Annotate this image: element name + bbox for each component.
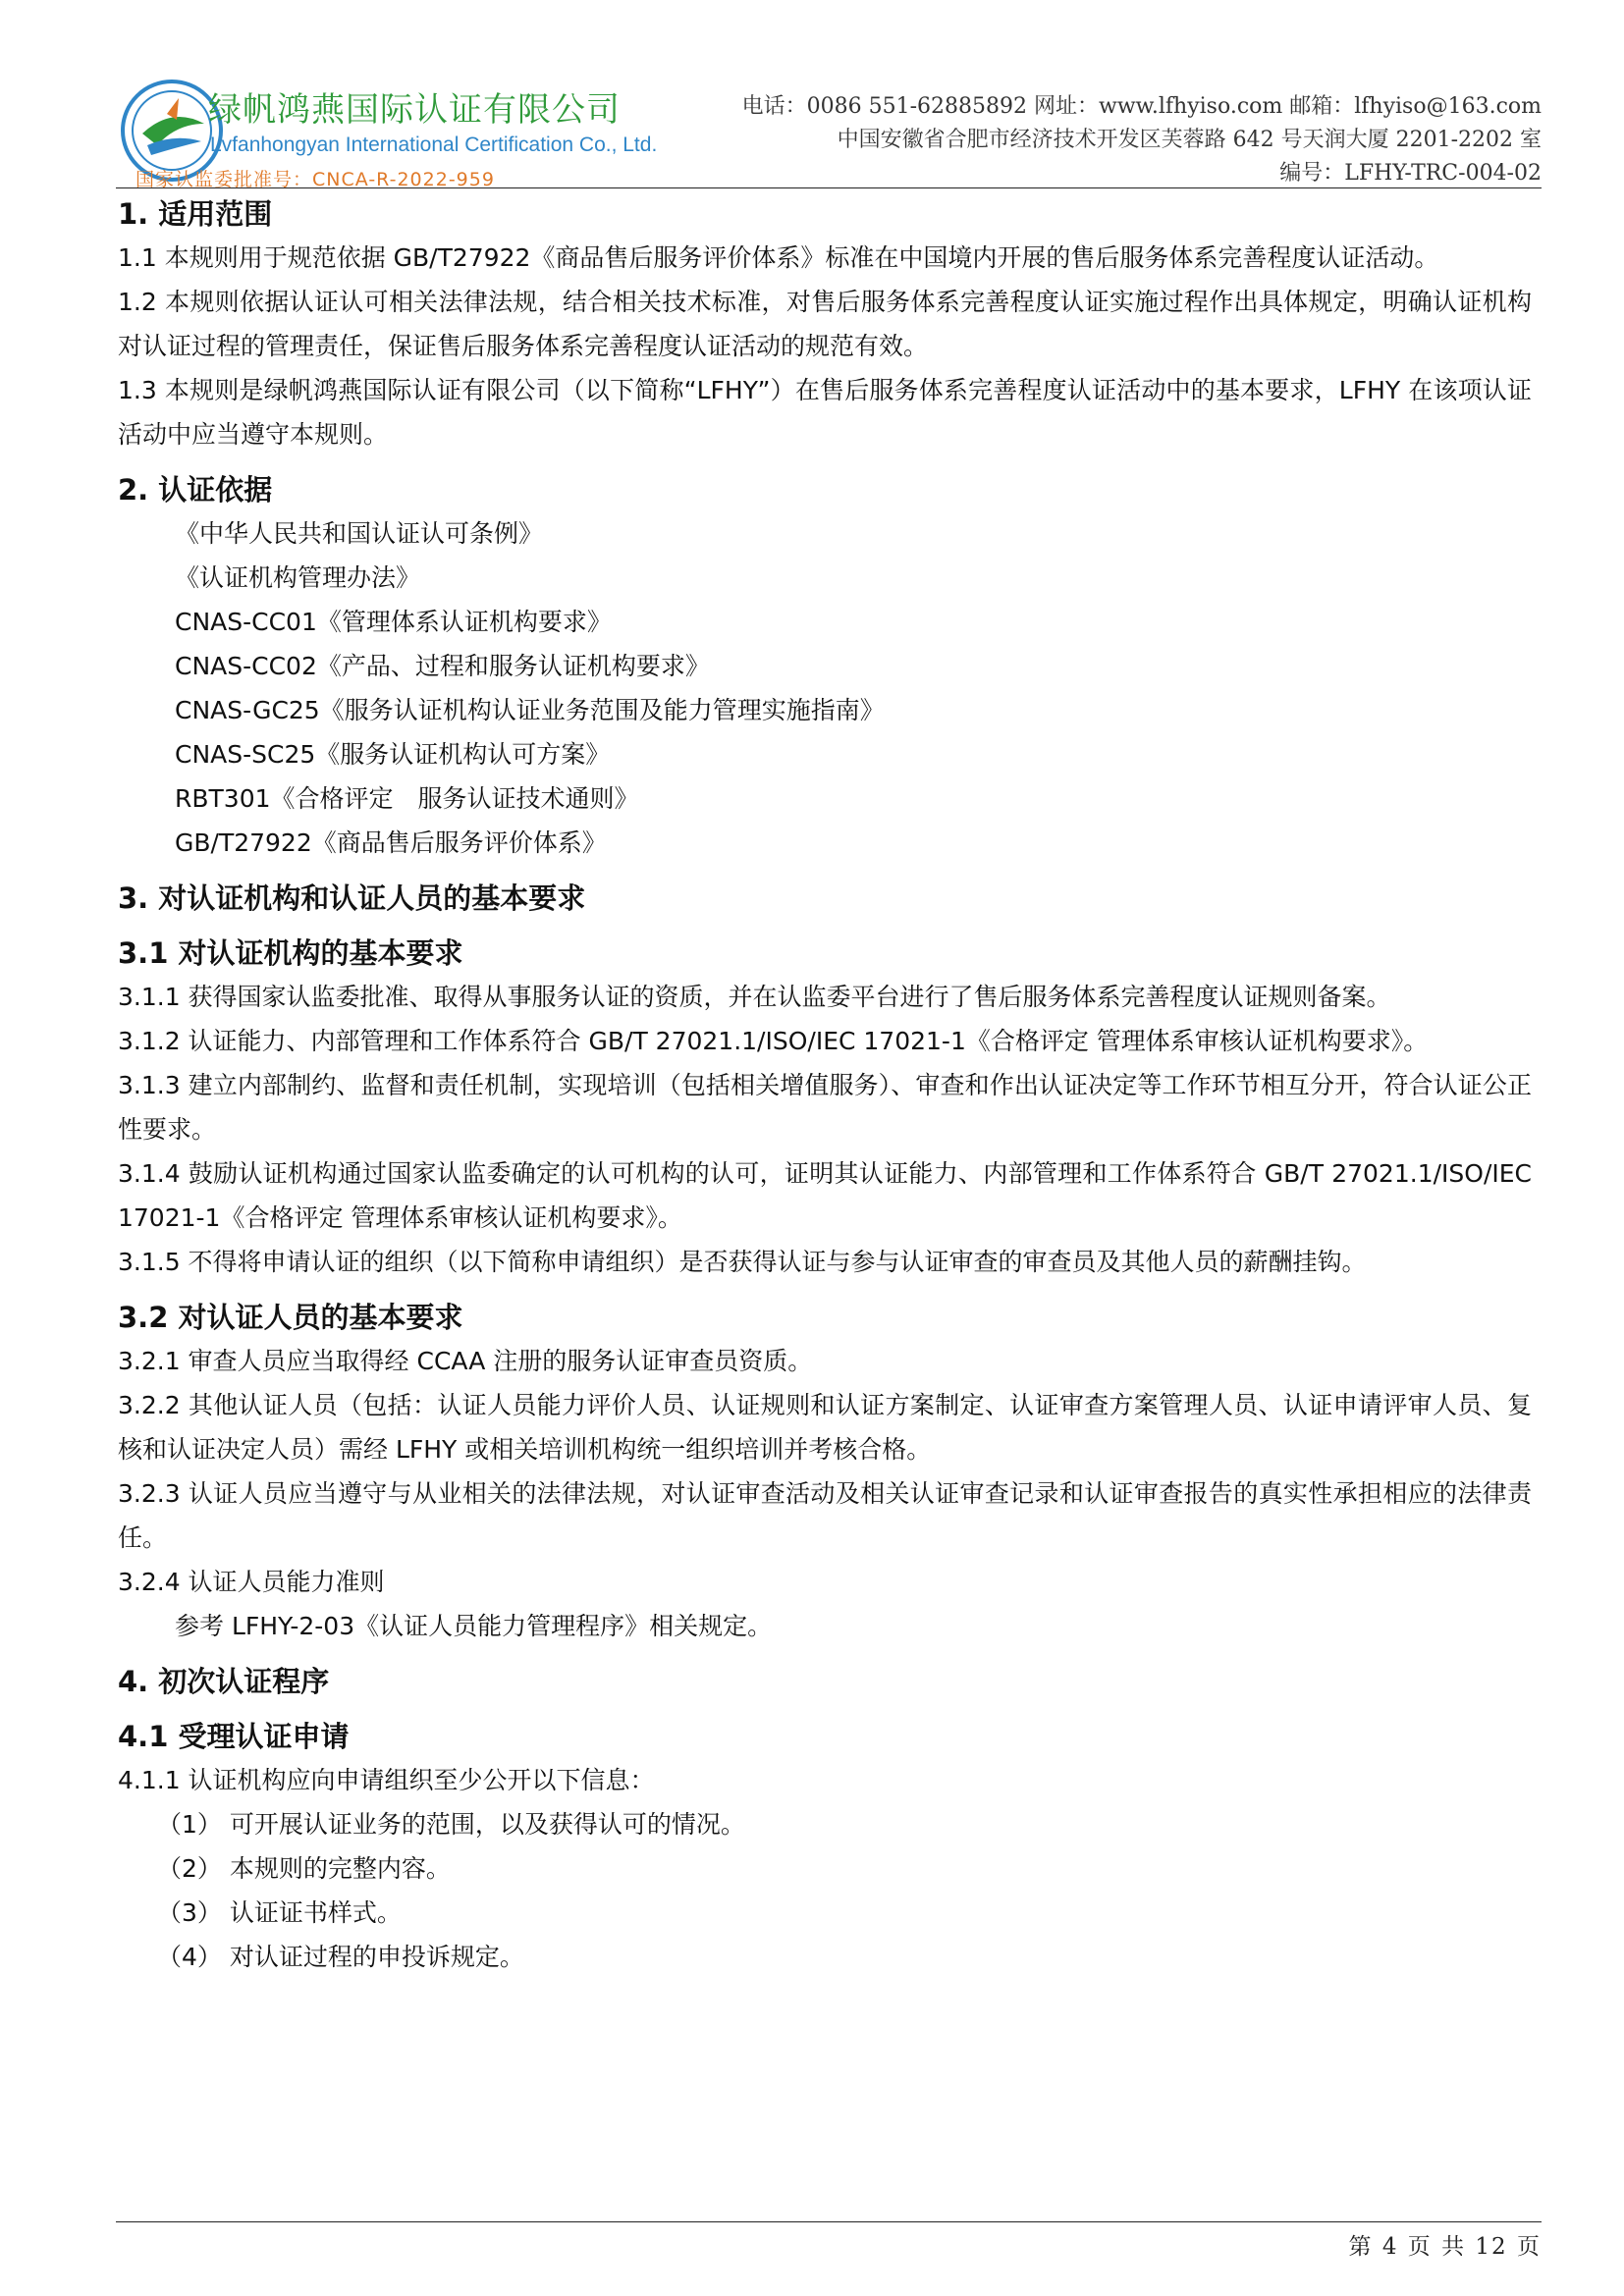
- clause-3-1-1: 3.1.1 获得国家认监委批准、取得从事服务认证的资质，并在认监委平台进行了售后服务体系完善程度认证规则备案。: [118, 983, 1391, 1011]
- contact-line: 电话：0086 551-62885892 网址：www.lfhyiso.com 邮箱：lfhyiso@163.com: [741, 94, 1542, 119]
- clause-3-2-4-reference: 参考 LFHY-2-03《认证人员能力管理程序》相关规定。: [175, 1612, 773, 1640]
- reference-item: CNAS-CC02《产品、过程和服务认证机构要求》: [175, 652, 710, 680]
- clause-3-2-2: 3.2.2 其他认证人员（包括：认证人员能力评价人员、认证规则和认证方案制定、认证审查方案管理人员、认证申请评审人员、复核和认证决定人员）需经 LFHY 或相关培训机构统一组织培训并考核合格。: [118, 1391, 1533, 1464]
- clause-3-1-4: 3.1.4 鼓励认证机构通过国家认监委确定的认可机构的认可，证明其认证能力、内部管理和工作体系符合 GB/T 27021.1/ISO/IEC 17021-1《合格评定 管理体系审核认证机构要求》。: [118, 1159, 1532, 1232]
- header-info: [742, 90, 1542, 190]
- reference-item: CNAS-SC25《服务认证机构认可方案》: [175, 740, 611, 769]
- approval-number: 国家认监委批准号：CNCA-R-2022-959: [135, 169, 495, 190]
- section-3-1-title: 3.1 对认证机构的基本要求: [118, 936, 463, 970]
- section-4-title: 4. 初次认证程序: [118, 1665, 330, 1698]
- page-number: 第 4 页 共 12 页: [1348, 2234, 1542, 2260]
- clause-3-2-1: 3.2.1 审查人员应当取得经 CCAA 注册的服务认证审查员资质。: [118, 1347, 813, 1375]
- section-2-title: 2. 认证依据: [118, 473, 273, 507]
- list-item: （2） 本规则的完整内容。: [157, 1854, 451, 1883]
- section-1-title: 1. 适用范围: [118, 197, 273, 231]
- reference-item: 《中华人民共和国认证认可条例》: [175, 519, 544, 548]
- header-divider: [116, 187, 1542, 188]
- reference-item: CNAS-GC25《服务认证机构认证业务范围及能力管理实施指南》: [175, 696, 885, 724]
- reference-item: GB/T27922《商品售后服务评价体系》: [175, 828, 607, 857]
- doc-number: 编号：LFHY-TRC-004-02: [1279, 161, 1542, 186]
- clause-3-1-2: 3.1.2 认证能力、内部管理和工作体系符合 GB/T 27021.1/ISO/IEC 17021-1《合格评定 管理体系审核认证机构要求》。: [118, 1027, 1429, 1055]
- clause-3-2-4: 3.2.4 认证人员能力准则: [118, 1568, 385, 1596]
- section-3-2-title: 3.2 对认证人员的基本要求: [118, 1301, 463, 1334]
- company-name-en: Lvfanhongyan International Certification Co., Ltd.: [210, 133, 658, 156]
- company-name-cn: 绿帆鸿燕国际认证有限公司: [208, 90, 621, 130]
- list-item: （3） 认证证书样式。: [157, 1898, 402, 1927]
- section-4-1-title: 4.1 受理认证申请: [118, 1720, 350, 1753]
- document-body: [118, 192, 1532, 1979]
- clause-1-2: 1.2 本规则依据认证认可相关法律法规，结合相关技术标准，对售后服务体系完善程度认证实施过程作出具体规定，明确认证机构对认证过程的管理责任，保证售后服务体系完善程度认证活动的规范有效。: [118, 288, 1532, 360]
- clause-3-1-3: 3.1.3 建立内部制约、监督和责任机制，实现培训（包括相关增值服务）、审查和作出认证决定等工作环节相互分开，符合认证公正性要求。: [118, 1071, 1532, 1144]
- clause-3-1-5: 3.1.5 不得将申请认证的组织（以下简称申请组织）是否获得认证与参与认证审查的审查员及其他人员的薪酬挂钩。: [118, 1248, 1367, 1276]
- reference-item: CNAS-CC01《管理体系认证机构要求》: [175, 608, 612, 636]
- footer-divider: [116, 2221, 1542, 2222]
- section-3-title: 3. 对认证机构和认证人员的基本要求: [118, 881, 586, 915]
- reference-item: RBT301《合格评定 服务认证技术通则》: [175, 784, 639, 813]
- clause-1-1: 1.1 本规则用于规范依据 GB/T27922《商品售后服务评价体系》标准在中国境内开展的售后服务体系完善程度认证活动。: [118, 243, 1439, 272]
- address-line: 中国安徽省合肥市经济技术开发区芙蓉路 642 号天润大厦 2201-2202 室: [837, 128, 1542, 152]
- list-item: （4） 对认证过程的申投诉规定。: [157, 1943, 524, 1971]
- reference-item: 《认证机构管理办法》: [175, 563, 421, 592]
- clause-1-3: 1.3 本规则是绿帆鸿燕国际认证有限公司（以下简称“LFHY”）在售后服务体系完善程度认证活动中的基本要求，LFHY 在该项认证活动中应当遵守本规则。: [118, 376, 1532, 449]
- clause-3-2-3: 3.2.3 认证人员应当遵守与从业相关的法律法规，对认证审查活动及相关认证审查记录和认证审查报告的真实性承担相应的法律责任。: [118, 1479, 1533, 1552]
- list-item: （1） 可开展认证业务的范围，以及获得认可的情况。: [157, 1810, 745, 1839]
- clause-4-1-1: 4.1.1 认证机构应向申请组织至少公开以下信息：: [118, 1766, 655, 1794]
